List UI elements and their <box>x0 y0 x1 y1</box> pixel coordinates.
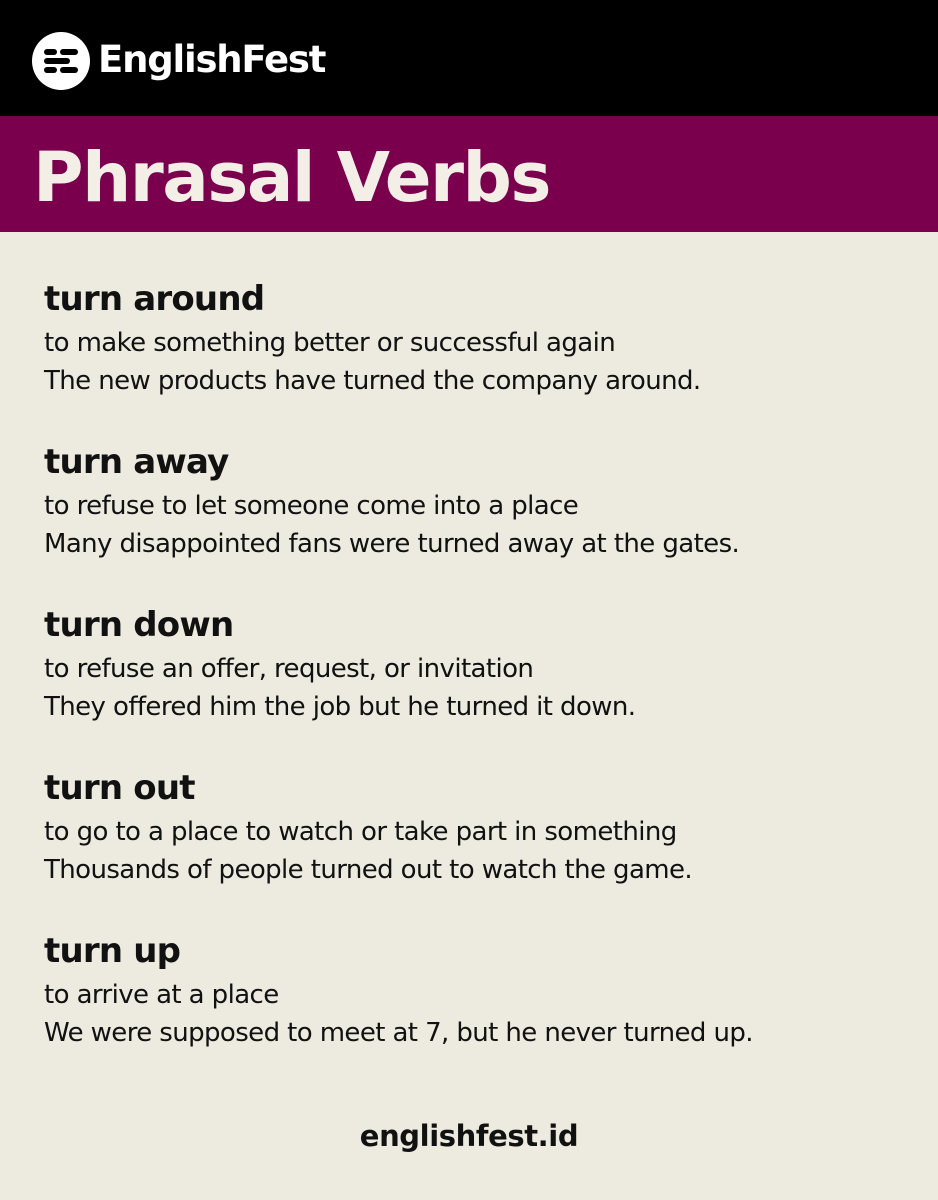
list-item <box>44 600 924 763</box>
phrasal-verb-term: turn up <box>44 931 181 971</box>
top-header-bar <box>0 0 938 116</box>
phrasal-verb-definition: to go to a place to watch or take part in something <box>44 817 677 847</box>
phrasal-verb-term: turn away <box>44 442 229 482</box>
footer-website: englishfest.id <box>359 1119 579 1153</box>
brand-name: EnglishFest <box>98 38 326 81</box>
list-item <box>44 763 924 926</box>
phrasal-verb-definition: to refuse to let someone come into a place <box>44 491 579 521</box>
phrasal-verb-example: We were supposed to meet at 7, but he never turned up. <box>44 1018 753 1048</box>
phrasal-verb-definition: to arrive at a place <box>44 980 279 1010</box>
phrasal-verb-term: turn out <box>44 768 195 808</box>
phrasal-verb-definition: to make something better or successful again <box>44 328 616 358</box>
phrasal-verb-example: Thousands of people turned out to watch the game. <box>44 855 693 885</box>
phrasal-verb-example: They offered him the job but he turned it down. <box>44 692 636 722</box>
phrasal-verb-example: Many disappointed fans were turned away at the gates. <box>44 529 740 559</box>
englishfest-logo-icon <box>32 32 90 90</box>
phrasal-verb-term: turn down <box>44 605 234 645</box>
phrasal-verb-example: The new products have turned the company around. <box>44 366 701 396</box>
list-item <box>44 437 924 600</box>
page-title: Phrasal Verbs <box>33 138 551 218</box>
phrasal-verb-definition: to refuse an offer, request, or invitation <box>44 654 534 684</box>
phrasal-verb-term: turn around <box>44 279 265 319</box>
phrasal-verb-list <box>44 274 924 1089</box>
list-item <box>44 926 924 1089</box>
list-item <box>44 274 924 437</box>
